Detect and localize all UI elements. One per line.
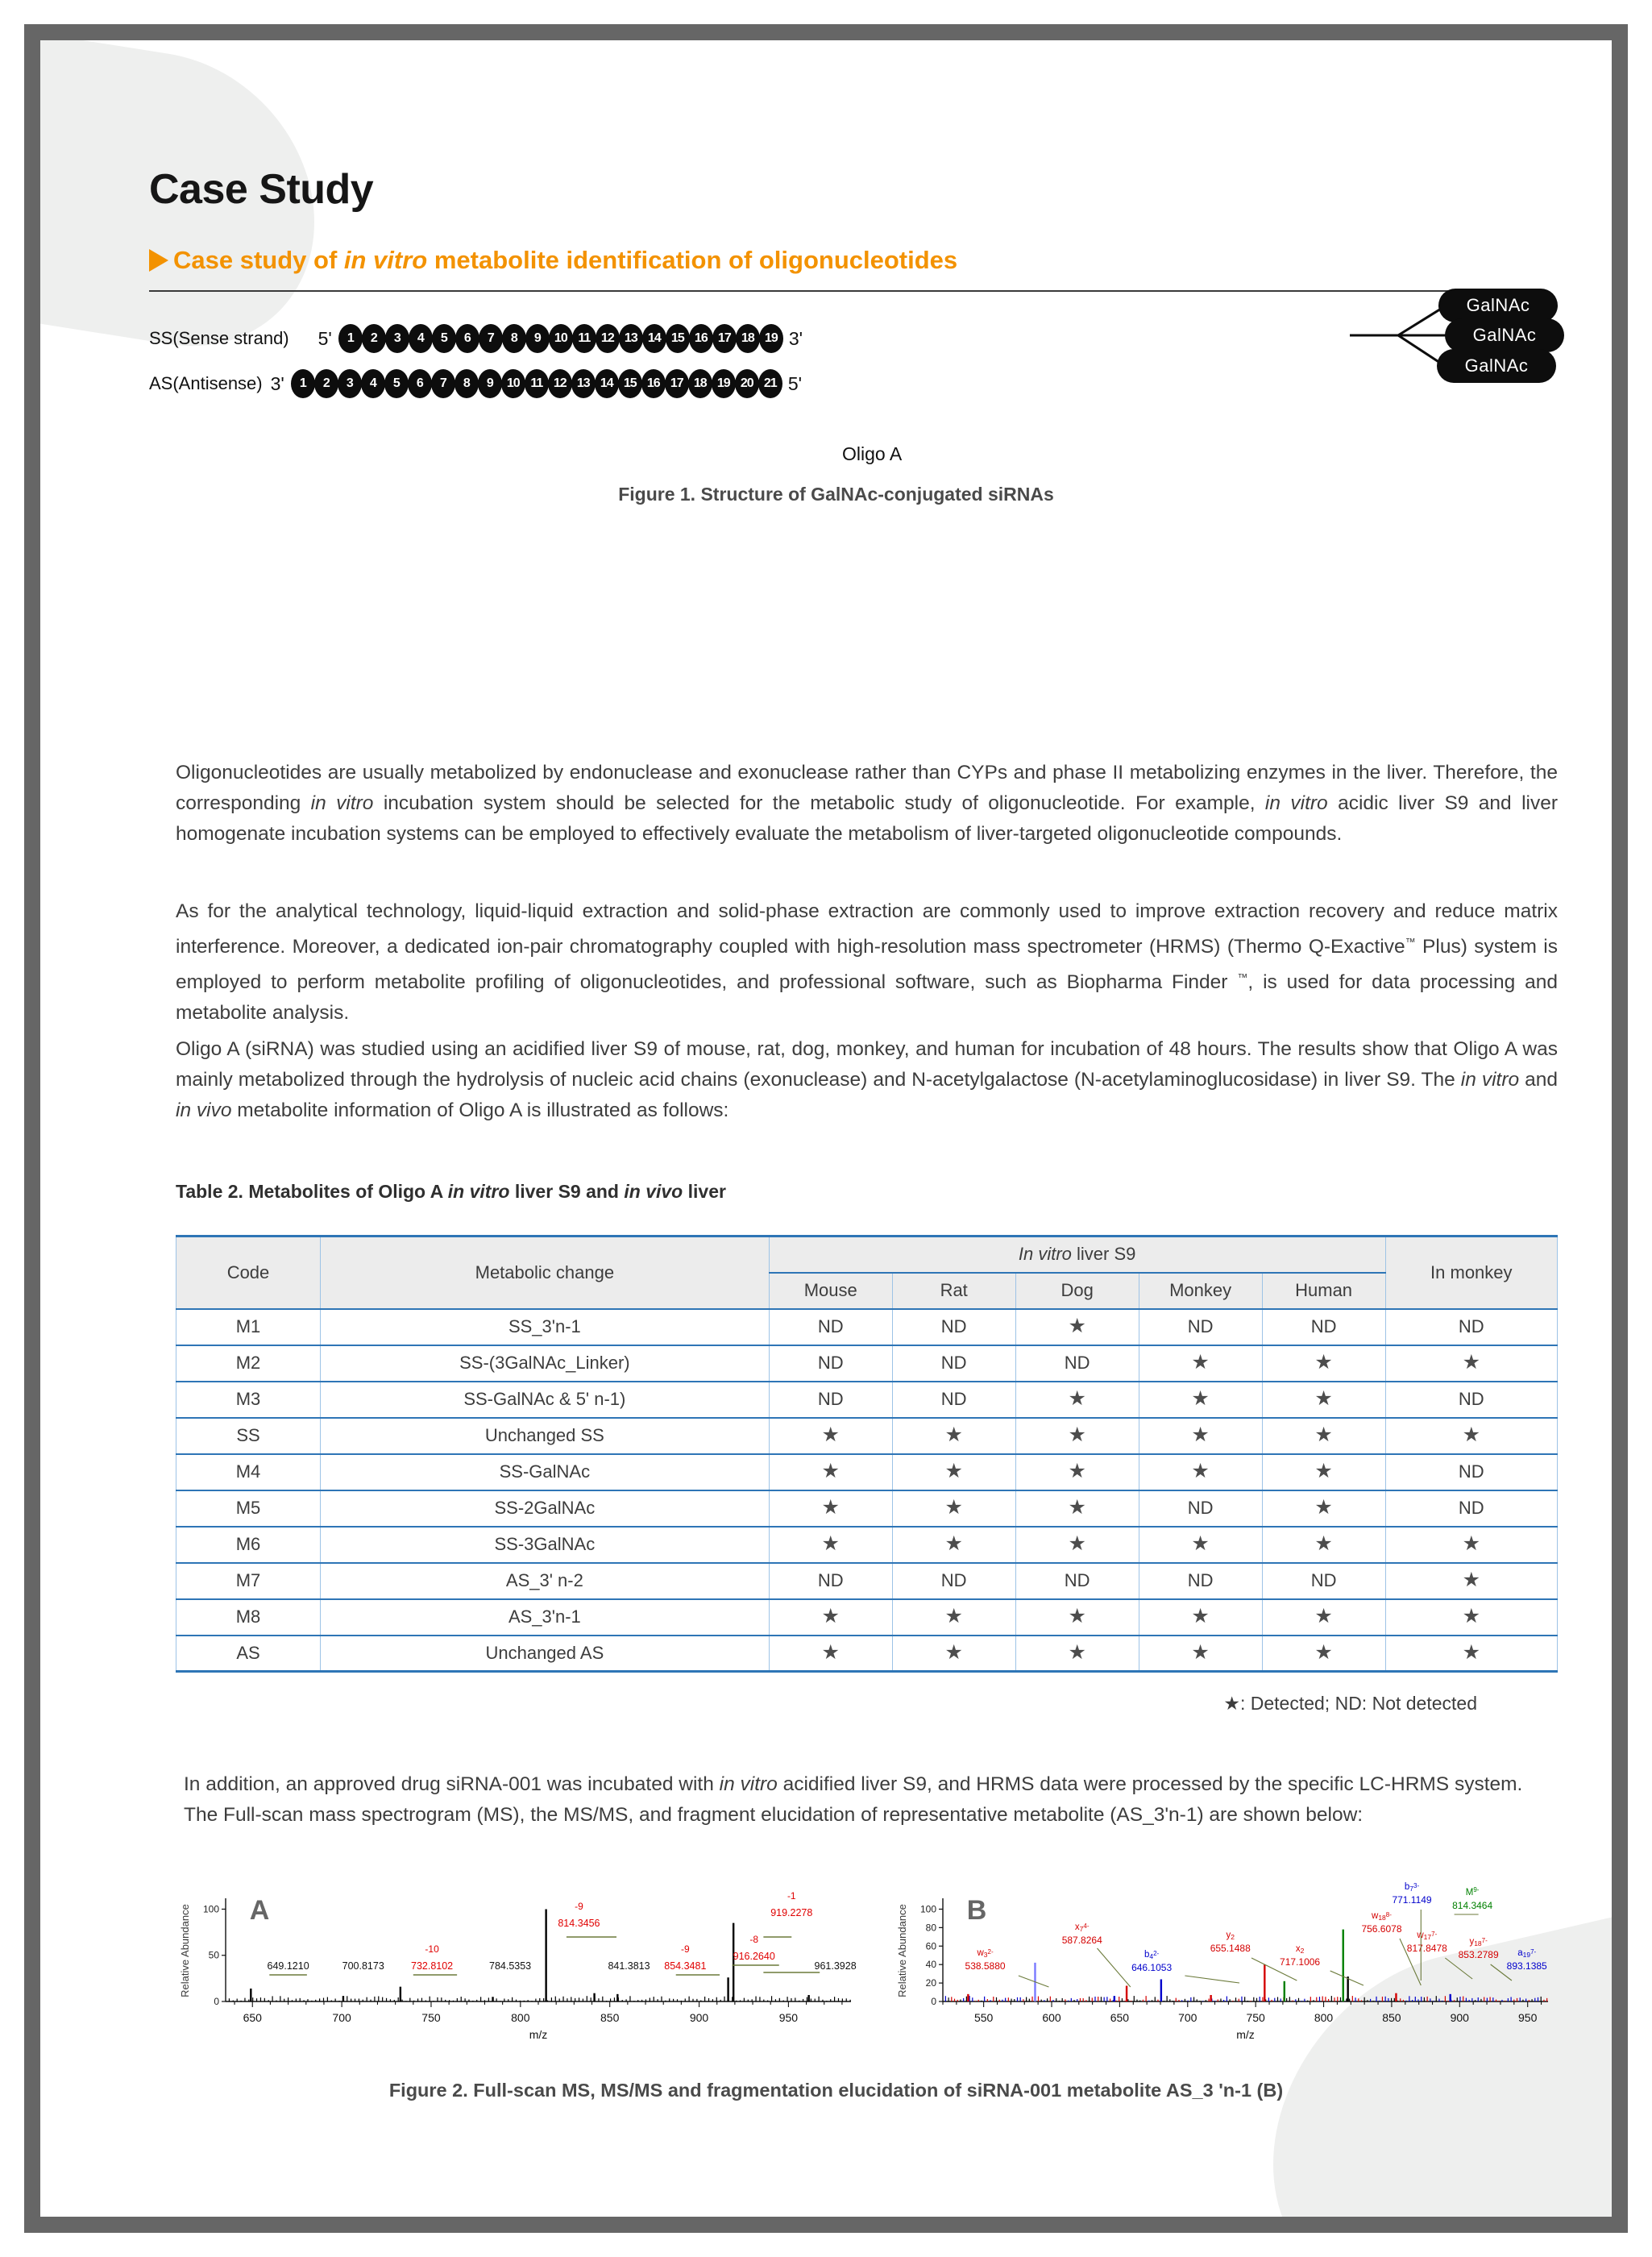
detected-star-icon: ★ [1314, 1351, 1333, 1374]
xtick-label: 700 [332, 2011, 351, 2024]
xtick-label: 750 [1246, 2011, 1265, 2024]
table-row [176, 1382, 1558, 1418]
cell-species-3 [1139, 1418, 1262, 1454]
detected-star-icon: ★ [821, 1532, 840, 1555]
detected-star-icon: ★ [1462, 1605, 1480, 1627]
figure-2-spectra [176, 1874, 1558, 2047]
table-row [176, 1563, 1558, 1599]
figure-2-caption: Figure 2. Full-scan MS, MS/MS and fragmentation elucidation of siRNA-001 metabolite AS_3 'n-1 (B) [388, 2080, 1284, 2101]
detected-star-icon: ★ [1314, 1640, 1333, 1664]
sense-bead-12: 12 [596, 324, 620, 353]
cell-species-4 [1262, 1454, 1385, 1490]
cell-species-0 [769, 1527, 892, 1563]
peak-mz-label: 814.3456 [558, 1918, 600, 1929]
cell-species-3: ND [1139, 1309, 1262, 1345]
peak-mz-label: 853.2789 [1458, 1949, 1499, 1960]
sense-bead-15: 15 [666, 324, 690, 353]
cell-code: AS [176, 1636, 321, 1672]
cell-species-1 [892, 1490, 1015, 1527]
sense-bead-7: 7 [479, 324, 503, 353]
sense-bead-19: 19 [759, 324, 783, 353]
cell-species-1 [892, 1527, 1015, 1563]
cell-species-4 [1262, 1418, 1385, 1454]
detected-star-icon: ★ [1314, 1424, 1333, 1446]
sense-bead-3: 3 [385, 324, 409, 353]
antisense-3prime-label: 3' [270, 372, 284, 394]
cell-metabolic-change: SS-2GalNAc [320, 1490, 769, 1527]
peak-mz-label: 961.3928 [814, 1960, 857, 1972]
table-legend-note: ★: Detected; ND: Not detected [1223, 1693, 1477, 1714]
cell-species-1: ND [892, 1382, 1015, 1418]
th-group-in-vitro: In vitro liver S9 [769, 1237, 1385, 1273]
cell-code: M5 [176, 1490, 321, 1527]
sense-bead-17: 17 [712, 324, 737, 353]
table-row [176, 1599, 1558, 1636]
cell-species-2 [1015, 1599, 1139, 1636]
cell-species-3: ND [1139, 1490, 1262, 1527]
cell-species-4 [1262, 1345, 1385, 1382]
page-frame [24, 24, 1628, 2233]
cell-species-3 [1139, 1636, 1262, 1672]
peak-mz-label: 649.1210 [267, 1960, 309, 1972]
panel-letter-A: A [249, 1895, 270, 1926]
detected-star-icon: ★ [1462, 1569, 1480, 1591]
xtick-label: 950 [1518, 2011, 1538, 2024]
table-row [176, 1418, 1558, 1454]
peak-mz-label: 916.2640 [733, 1951, 775, 1962]
peak-ion-label: $b4^{2-}$ [1144, 1950, 1160, 1960]
detected-star-icon: ★ [1462, 1351, 1480, 1374]
antisense-bead-11: 11 [525, 369, 549, 398]
table-2-caption: Table 2. Metabolites of Oligo A in vitro liver S9 and in vivo liver [176, 1181, 726, 1202]
cell-species-0 [769, 1454, 892, 1490]
panel-letter-B: B [966, 1895, 987, 1926]
cell-monkey-liver [1385, 1563, 1557, 1599]
antisense-bead-7: 7 [431, 369, 455, 398]
section-subtitle-text: Case study of in vitro metabolite identification of oligonucleotides [173, 246, 958, 274]
leader-line [1330, 1971, 1364, 1985]
sense-bead-2: 2 [362, 324, 386, 353]
antisense-bead-8: 8 [455, 369, 479, 398]
antisense-bead-12: 12 [548, 369, 572, 398]
table-head [176, 1237, 1558, 1309]
peak-mz-label: 655.1488 [1210, 1943, 1251, 1954]
cell-monkey-liver [1385, 1345, 1557, 1382]
leader-line [1019, 1976, 1049, 1987]
peak-ion-label: $y18^{7-}$ [1469, 1937, 1488, 1947]
antisense-strand-beads [291, 369, 782, 398]
detected-star-icon: ★ [821, 1460, 840, 1482]
ytick-label: 20 [925, 1977, 936, 1989]
leader-line [1098, 1948, 1131, 1987]
figure-1-sirna-structure [149, 295, 1537, 488]
antisense-bead-2: 2 [314, 369, 338, 398]
spectrum-xlabel-A: m/z [529, 2028, 548, 2041]
cell-species-0: ND [769, 1563, 892, 1599]
th-species-rat: Rat [892, 1273, 1015, 1309]
xtick-label: 850 [600, 2011, 620, 2024]
cell-code: M8 [176, 1599, 321, 1636]
peak-mz-label: 756.6078 [1361, 1923, 1402, 1935]
galnac-node-3: GalNAc [1437, 349, 1556, 383]
antisense-bead-4: 4 [361, 369, 385, 398]
peak-mz-label: 732.8102 [411, 1960, 454, 1972]
paragraph-1: Oligonucleotides are usually metabolized by endonuclease and exonuclease rather than CYPs and phase II metabolizing enzymes in the liver. Therefore, the corresponding in vitro incubation system should be selected for the metabolic study of oligonucleotide. For example, in vitro acidic liver S9 and liver homogenate incubation systems can be employed to effectively evaluate the metabolism of liver-targeted oligonucleotide compounds. [176, 762, 1558, 845]
sense-strand-label: SS(Sense strand) [149, 328, 289, 348]
section-divider [149, 290, 1523, 292]
th-group-in-monkey: In monkey [1385, 1237, 1557, 1309]
detected-star-icon: ★ [944, 1605, 963, 1627]
cell-species-2 [1015, 1490, 1139, 1527]
cell-metabolic-change: AS_3' n-2 [320, 1563, 769, 1599]
antisense-bead-5: 5 [384, 369, 409, 398]
antisense-strand-label: AS(Antisense) [149, 373, 263, 393]
cell-metabolic-change: SS-GalNAc & 5' n-1) [320, 1382, 769, 1418]
page-title: Case Study [149, 166, 374, 213]
detected-star-icon: ★ [1068, 1424, 1086, 1446]
cell-code: SS [176, 1418, 321, 1454]
cell-code: M3 [176, 1382, 321, 1418]
antisense-bead-16: 16 [641, 369, 666, 398]
cell-species-2 [1015, 1527, 1139, 1563]
detected-star-icon: ★ [821, 1605, 840, 1627]
table-row [176, 1490, 1558, 1527]
detected-star-icon: ★ [1462, 1532, 1480, 1555]
cell-species-3 [1139, 1382, 1262, 1418]
table-body [176, 1309, 1558, 1672]
cell-species-1: ND [892, 1563, 1015, 1599]
galnac-node-2: GalNAc [1445, 318, 1564, 352]
document-page [40, 40, 1612, 2217]
cell-code: M7 [176, 1563, 321, 1599]
cell-monkey-liver [1385, 1636, 1557, 1672]
antisense-bead-18: 18 [688, 369, 712, 398]
cell-species-0 [769, 1636, 892, 1672]
peak-ion-label: $w18^{8-}$ [1372, 1911, 1392, 1922]
sense-bead-13: 13 [619, 324, 643, 353]
cell-species-4 [1262, 1599, 1385, 1636]
cell-species-4 [1262, 1490, 1385, 1527]
detected-star-icon: ★ [1314, 1387, 1333, 1410]
cell-species-0 [769, 1490, 892, 1527]
galnac-node-1: GalNAc [1438, 289, 1558, 322]
peak-mz-label: 817.8478 [1406, 1943, 1447, 1954]
cell-species-4: ND [1262, 1309, 1385, 1345]
sense-3prime-label: 3' [788, 327, 803, 349]
detected-star-icon: ★ [944, 1424, 963, 1446]
peak-ion-label: $w3^{2-}$ [977, 1948, 994, 1959]
th-species-dog: Dog [1015, 1273, 1139, 1309]
cell-monkey-liver: ND [1385, 1309, 1557, 1345]
ytick-label: 100 [919, 1903, 936, 1915]
detected-star-icon: ★ [944, 1532, 963, 1555]
cell-species-1 [892, 1599, 1015, 1636]
cell-species-3 [1139, 1599, 1262, 1636]
antisense-5prime-label: 5' [787, 372, 802, 394]
peak-mz-label: 771.1149 [1392, 1894, 1432, 1906]
peak-charge-label: -9 [575, 1901, 583, 1912]
cell-species-1: ND [892, 1309, 1015, 1345]
cell-species-3 [1139, 1454, 1262, 1490]
detected-star-icon: ★ [1314, 1605, 1333, 1627]
sense-bead-9: 9 [525, 324, 550, 353]
antisense-strand-row [149, 369, 808, 398]
table-row [176, 1454, 1558, 1490]
xtick-label: 600 [1042, 2011, 1061, 2024]
paragraph-2: As for the analytical technology, liquid-liquid extraction and solid-phase extraction are commonly used to improve extraction recovery and reduce matrix interference. Moreover, a dedicated ion-pair chromatography coupled with high-resolution mass spectrometer (HRMS) (Thermo Q-Exactive™ Plus) system is employed to perform metabolite profiling of oligonucleotides, and professional software, such as Biopharma Finder ™, is used for data processing and metabolite analysis. [176, 900, 1559, 1025]
antisense-bead-21: 21 [758, 369, 782, 398]
antisense-bead-19: 19 [712, 369, 736, 398]
oligo-a-label: Oligo A [842, 443, 903, 464]
cell-monkey-liver: ND [1385, 1454, 1557, 1490]
cell-metabolic-change: Unchanged AS [320, 1636, 769, 1672]
cell-species-4 [1262, 1636, 1385, 1672]
sense-5prime-label: 5' [318, 327, 332, 349]
table-header-row-1 [176, 1237, 1558, 1273]
th-code: Code [176, 1237, 321, 1309]
peak-charge-label: -1 [787, 1890, 796, 1902]
xtick-label: 750 [421, 2011, 441, 2024]
detected-star-icon: ★ [1191, 1387, 1210, 1410]
peak-charge-label: -8 [749, 1934, 759, 1945]
cell-metabolic-change: AS_3'n-1 [320, 1599, 769, 1636]
cell-species-2 [1015, 1454, 1139, 1490]
cell-species-2 [1015, 1636, 1139, 1672]
detected-star-icon: ★ [1191, 1351, 1210, 1374]
cell-code: M6 [176, 1527, 321, 1563]
cell-species-2 [1015, 1309, 1139, 1345]
detected-star-icon: ★ [1314, 1496, 1333, 1519]
sense-bead-10: 10 [549, 324, 573, 353]
peak-mz-label: 587.8264 [1061, 1935, 1102, 1946]
table-row [176, 1309, 1558, 1345]
cell-species-3: ND [1139, 1563, 1262, 1599]
antisense-bead-13: 13 [571, 369, 596, 398]
spectrum-ylabel-B: Relative Abundance [896, 1904, 908, 1997]
xtick-label: 900 [1450, 2011, 1469, 2024]
spectrum-svg-B [893, 1874, 1558, 2047]
table-row [176, 1345, 1558, 1382]
paragraph-4: In addition, an approved drug siRNA-001 was incubated with in vitro acidified liver S9, and HRMS data were processed by the specific LC-HRMS system. The Full-scan mass spectrogram (MS), the MS/MS, and fragment elucidation of representative metabolite (AS_3'n-1) are shown below: [184, 1773, 1523, 1826]
detected-star-icon: ★ [1191, 1460, 1210, 1482]
spectrum-xlabel-B: m/z [1236, 2028, 1255, 2041]
cell-species-0: ND [769, 1345, 892, 1382]
table-row [176, 1527, 1558, 1563]
cell-monkey-liver [1385, 1418, 1557, 1454]
spectrum-panel-b [893, 1874, 1558, 2047]
cell-species-0: ND [769, 1309, 892, 1345]
peak-ion-label: $w17^{7-}$ [1417, 1931, 1438, 1941]
peak-mz-label: 784.5353 [489, 1960, 532, 1972]
sense-bead-1: 1 [338, 324, 363, 353]
antisense-bead-17: 17 [665, 369, 689, 398]
detected-star-icon: ★ [1068, 1532, 1086, 1555]
xtick-label: 700 [1178, 2011, 1197, 2024]
peak-ion-label: $M^{9-}$ [1465, 1886, 1480, 1897]
antisense-bead-9: 9 [478, 369, 502, 398]
cell-species-3 [1139, 1527, 1262, 1563]
xtick-label: 800 [1314, 2011, 1334, 2024]
ytick-label: 40 [925, 1959, 936, 1971]
antisense-bead-6: 6 [408, 369, 432, 398]
xtick-label: 550 [973, 2011, 994, 2024]
paragraph-3: Oligo A (siRNA) was studied using an acidified liver S9 of mouse, rat, dog, monkey, and human for incubation of 48 hours. The results show that Oligo A was mainly metabolized through the hydrolysis of nucleic acid chains (exonuclease) and N-acetylgalactose (N-acetylaminoglucosidase) in liver S9. The in vitro and in vivo metabolite information of Oligo A is illustrated as follows: [176, 1038, 1559, 1121]
detected-star-icon: ★ [1068, 1315, 1086, 1337]
cell-species-3 [1139, 1345, 1262, 1382]
cell-species-4: ND [1262, 1563, 1385, 1599]
sense-bead-6: 6 [455, 324, 479, 353]
detected-star-icon: ★ [821, 1424, 840, 1446]
cell-metabolic-change: SS-3GalNAc [320, 1527, 769, 1563]
ytick-label: 50 [208, 1949, 219, 1961]
cell-monkey-liver: ND [1385, 1490, 1557, 1527]
sense-bead-18: 18 [736, 324, 760, 353]
detected-star-icon: ★ [1068, 1496, 1086, 1519]
triangle-bullet-icon [149, 249, 168, 272]
peak-charge-label: -9 [681, 1943, 690, 1955]
detected-star-icon: ★ [1068, 1640, 1086, 1664]
detected-star-icon: ★ [1191, 1605, 1210, 1627]
cell-code: M4 [176, 1454, 321, 1490]
antisense-bead-1: 1 [291, 369, 315, 398]
cell-species-1: ND [892, 1345, 1015, 1382]
detected-star-icon: ★ [944, 1460, 963, 1482]
peak-ion-label: x2 [1295, 1944, 1305, 1955]
ytick-label: 100 [202, 1903, 219, 1915]
cell-species-4 [1262, 1527, 1385, 1563]
detected-star-icon: ★ [944, 1640, 963, 1664]
detected-star-icon: ★ [944, 1496, 963, 1519]
cell-species-0 [769, 1418, 892, 1454]
cell-metabolic-change: Unchanged SS [320, 1418, 769, 1454]
antisense-bead-20: 20 [735, 369, 759, 398]
cell-species-1 [892, 1454, 1015, 1490]
sense-bead-14: 14 [642, 324, 666, 353]
peak-ion-label: $a19^{7-}$ [1517, 1948, 1537, 1959]
detected-star-icon: ★ [1068, 1387, 1086, 1410]
ytick-label: 0 [931, 1996, 936, 2007]
detected-star-icon: ★ [1462, 1640, 1480, 1664]
detected-star-icon: ★ [1314, 1532, 1333, 1555]
metabolites-table [176, 1235, 1558, 1673]
peak-mz-label: 854.3481 [664, 1960, 707, 1972]
ytick-label: 0 [214, 1996, 219, 2007]
cell-species-2: ND [1015, 1563, 1139, 1599]
th-species-human: Human [1262, 1273, 1385, 1309]
detected-star-icon: ★ [1068, 1605, 1086, 1627]
spectrum-ylabel-A: Relative Abundance [179, 1904, 191, 1997]
detected-star-icon: ★ [821, 1640, 840, 1664]
detected-star-icon: ★ [1068, 1460, 1086, 1482]
peak-mz-label: 919.2278 [770, 1907, 813, 1918]
xtick-label: 950 [778, 2011, 799, 2024]
sense-bead-5: 5 [432, 324, 456, 353]
cell-monkey-liver [1385, 1527, 1557, 1563]
cell-metabolic-change: SS-GalNAc [320, 1454, 769, 1490]
sense-bead-4: 4 [409, 324, 433, 353]
peak-mz-label: 700.8173 [342, 1960, 384, 1972]
cell-species-2 [1015, 1382, 1139, 1418]
ytick-label: 80 [925, 1922, 936, 1934]
peak-mz-label: 717.1006 [1280, 1956, 1321, 1968]
cell-species-0 [769, 1599, 892, 1636]
xtick-label: 650 [243, 2011, 262, 2024]
sense-bead-16: 16 [689, 324, 713, 353]
sense-bead-8: 8 [502, 324, 526, 353]
spectrum-panel-a [176, 1874, 861, 2047]
detected-star-icon: ★ [1191, 1424, 1210, 1446]
antisense-bead-10: 10 [501, 369, 525, 398]
peak-ion-label: y2 [1226, 1931, 1235, 1941]
cell-metabolic-change: SS_3'n-1 [320, 1309, 769, 1345]
detected-star-icon: ★ [1462, 1424, 1480, 1446]
sense-strand-row [149, 324, 809, 353]
antisense-bead-15: 15 [618, 369, 642, 398]
cell-monkey-liver: ND [1385, 1382, 1557, 1418]
peak-mz-label: 841.3813 [608, 1960, 650, 1972]
antisense-bead-14: 14 [595, 369, 619, 398]
spectrum-svg-A [176, 1874, 861, 2047]
th-species-mouse: Mouse [769, 1273, 892, 1309]
detected-star-icon: ★ [821, 1496, 840, 1519]
cell-code: M1 [176, 1309, 321, 1345]
cell-species-1 [892, 1636, 1015, 1672]
peak-mz-label: 646.1053 [1131, 1962, 1173, 1973]
sense-strand-beads [338, 324, 782, 353]
cell-species-0: ND [769, 1382, 892, 1418]
peak-mz-label: 814.3464 [1452, 1900, 1493, 1911]
peak-mz-label: 893.1385 [1506, 1960, 1547, 1972]
table-row [176, 1636, 1558, 1672]
cell-species-1 [892, 1418, 1015, 1454]
cell-code: M2 [176, 1345, 321, 1382]
xtick-label: 650 [1110, 2011, 1130, 2024]
ytick-label: 60 [925, 1940, 936, 1952]
sense-bead-11: 11 [572, 324, 596, 353]
leader-line [1185, 1976, 1239, 1983]
th-species-monkey: Monkey [1139, 1273, 1262, 1309]
leader-line [1445, 1958, 1472, 1979]
xtick-label: 800 [511, 2011, 530, 2024]
antisense-bead-3: 3 [338, 369, 362, 398]
detected-star-icon: ★ [1191, 1640, 1210, 1664]
peak-mz-label: 538.5880 [965, 1960, 1006, 1972]
xtick-label: 850 [1382, 2011, 1401, 2024]
cell-species-2: ND [1015, 1345, 1139, 1382]
peak-ion-label: $x7^{4-}$ [1074, 1922, 1090, 1933]
section-subtitle [149, 246, 1523, 275]
cell-species-4 [1262, 1382, 1385, 1418]
cell-monkey-liver [1385, 1599, 1557, 1636]
detected-star-icon: ★ [1314, 1460, 1333, 1482]
peak-charge-label: -10 [425, 1943, 439, 1955]
cell-species-2 [1015, 1418, 1139, 1454]
peak-ion-label: $b7^{3-}$ [1404, 1882, 1420, 1893]
figure-1-caption: Figure 1. Structure of GalNAc-conjugated siRNAs [618, 484, 1054, 505]
xtick-label: 900 [689, 2011, 709, 2024]
th-metabolic-change: Metabolic change [320, 1237, 769, 1309]
detected-star-icon: ★ [1191, 1532, 1210, 1555]
cell-metabolic-change: SS-(3GalNAc_Linker) [320, 1345, 769, 1382]
